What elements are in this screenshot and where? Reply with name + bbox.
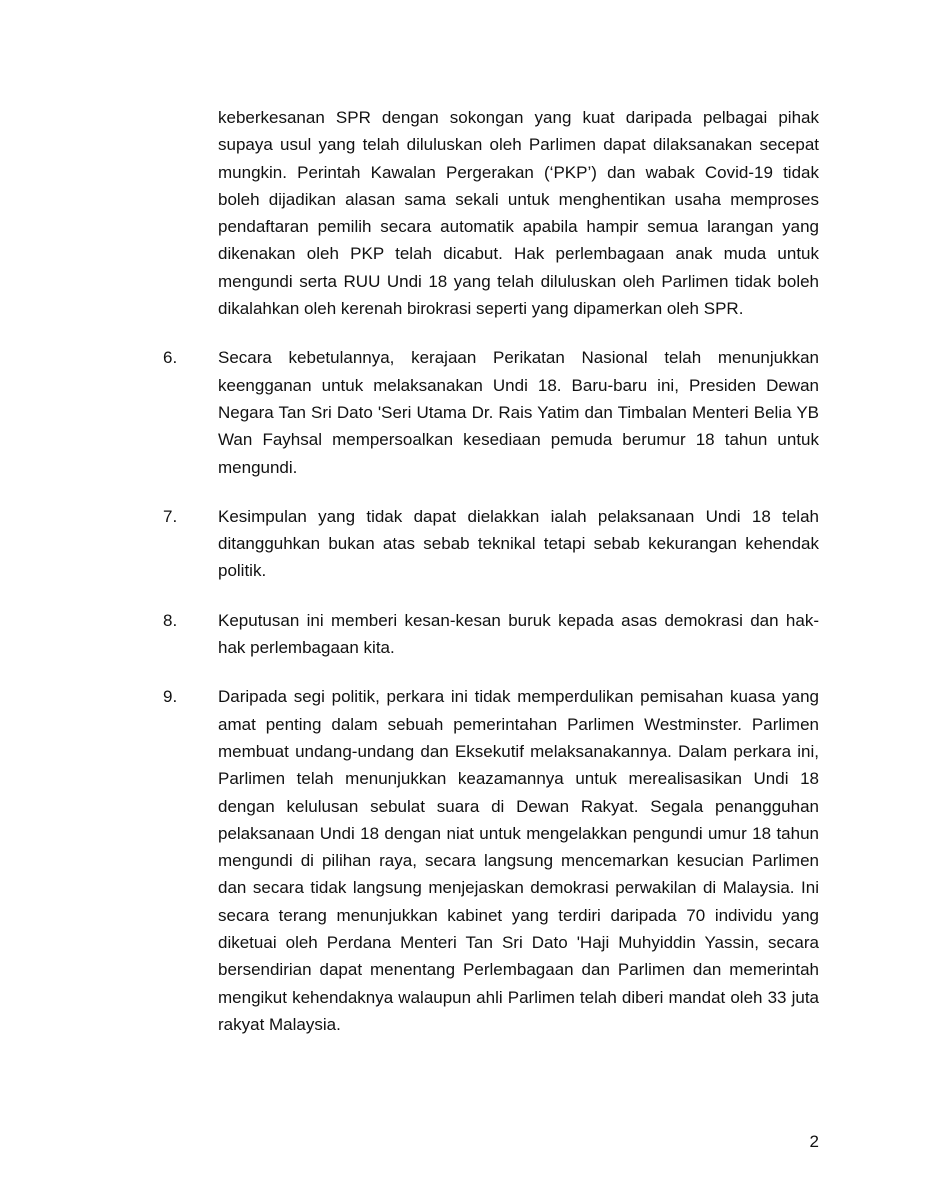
paragraph-text: Secara kebetulannya, kerajaan Perikatan Nasional telah menunjukkan keengganan untuk melaksanakan Undi 18. Baru-baru ini, Presiden Dewan Negara Tan Sri Dato 'Seri Utama Dr. Rais Yatim dan Timbalan Menteri Belia YB Wan Fayhsal mempersoalkan kesediaan pemuda berumur 18 tahun untuk mengundi. — [218, 348, 819, 477]
paragraph-6 — [163, 344, 819, 480]
paragraph-9 — [163, 683, 819, 1038]
paragraph-7 — [163, 503, 819, 585]
paragraph-text: Daripada segi politik, perkara ini tidak memperdulikan pemisahan kuasa yang amat penting dalam sebuah pemerintahan Parlimen Westminster. Parlimen membuat undang-undang dan Eksekutif melaksanakannya. Dalam perkara ini, Parlimen telah menunjukkan keazamannya untuk merealisasikan Undi 18 dengan kelulusan sebulat suara di Dewan Rakyat. Segala penangguhan pelaksanaan Undi 18 dengan niat untuk mengelakkan pengundi umur 18 tahun mengundi di pilihan raya, secara langsung mencemarkan kesucian Parlimen dan secara tidak langsung menjejaskan demokrasi perwakilan di Malaysia. Ini secara terang menunjukkan kabinet yang terdiri daripada 70 individu yang diketuai oleh Perdana Menteri Tan Sri Dato 'Haji Muhyiddin Yassin, secara bersendirian dapat menentang Perlembagaan dan Parlimen dan memerintah mengikut kehendaknya walaupun ahli Parlimen telah diberi mandat oleh 33 juta rakyat Malaysia. — [218, 687, 819, 1034]
paragraph-number: 7. — [163, 506, 178, 526]
page-number: 2 — [809, 1132, 819, 1151]
paragraph-8 — [163, 607, 819, 662]
paragraph-number: 8. — [163, 610, 178, 630]
paragraph-number: 6. — [163, 348, 178, 368]
paragraph-number: 9. — [163, 687, 178, 707]
paragraph-continued — [163, 104, 819, 322]
paragraph-text: Kesimpulan yang tidak dapat dielakkan ialah pelaksanaan Undi 18 telah ditangguhkan bukan atas sebab teknikal tetapi sebab kekurangan kehendak politik. — [218, 506, 819, 581]
document-body — [163, 104, 819, 1060]
paragraph-text: Keputusan ini memberi kesan-kesan buruk kepada asas demokrasi dan hak-hak perlembagaan kita. — [218, 610, 819, 658]
paragraph-text: keberkesanan SPR dengan sokongan yang kuat daripada pelbagai pihak supaya usul yang telah diluluskan oleh Parlimen dapat dilaksanakan secepat mungkin. Perintah Kawalan Pergerakan (‘PKP’) dan wabak Covid-19 tidak boleh dijadikan alasan sama sekali untuk menghentikan usaha memproses pendaftaran pemilih secara automatik apabila hampir semua larangan yang dikenakan oleh PKP telah dicabut. Hak perlembagaan anak muda untuk mengundi serta RUU Undi 18 yang telah diluluskan oleh Parlimen tidak boleh dikalahkan oleh kerenah birokrasi seperti yang dipamerkan oleh SPR. — [218, 108, 819, 319]
